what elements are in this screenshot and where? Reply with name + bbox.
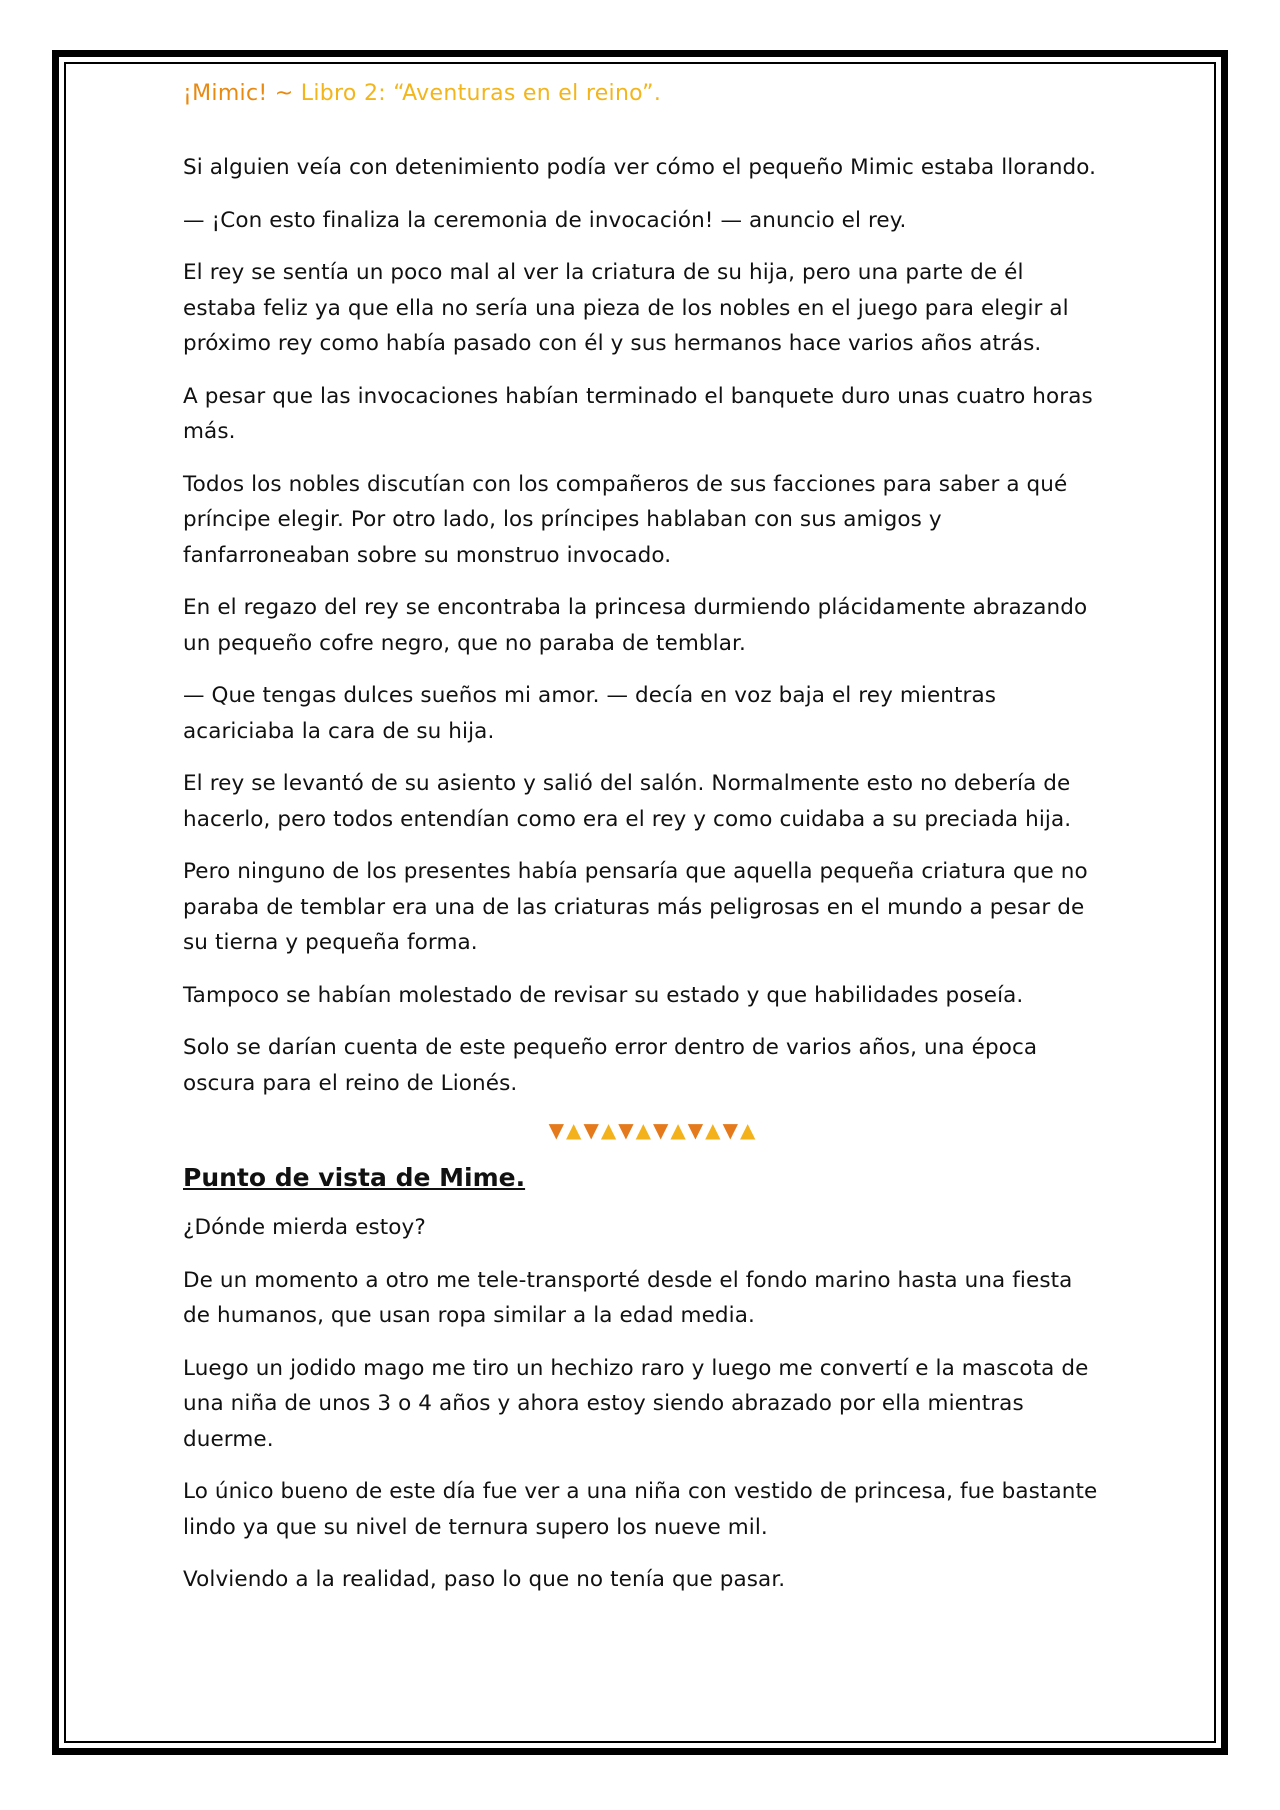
triangle-up-icon: ▲ xyxy=(670,1118,688,1142)
paragraph: Solo se darían cuenta de este pequeño error dentro de varios años, una época oscura para el reino de Lionés. xyxy=(183,1035,1038,1096)
paragraph: El rey se levantó de su asiento y salió del salón. Normalmente esto no debería de hacerlo, pero todos entendían como era el rey y como cuidaba a su preciada hija. xyxy=(183,771,1072,832)
paragraph: Todos los nobles discutían con los compañeros de sus facciones para saber a qué príncipe elegir. Por otro lado, los príncipes hablaban con sus amigos y fanfarroneaban sobre su monstruo invocado. xyxy=(183,471,1068,568)
triangle-down-icon: ▼ xyxy=(687,1118,706,1142)
paragraph: — Que tengas dulces sueños mi amor. — decía en voz baja el rey mientras acariciaba la cara de su hija. xyxy=(183,683,997,744)
paragraph: — ¡Con esto finaliza la ceremonia de invocación! — anuncio el rey. xyxy=(183,207,907,233)
section-heading: Punto de vista de Mime. xyxy=(183,1163,526,1192)
body-text-part2 xyxy=(183,1210,1103,1598)
paragraph: Pero ninguno de los presentes había pensaría que aquella pequeña criatura que no paraba de temblar era una de las criaturas más peligrosas en el mundo a pesar de su tierna y pequeña forma. xyxy=(183,859,1088,955)
paragraph: En el regazo del rey se encontraba la princesa durmiendo plácidamente abrazando un pequeño cofre negro, que no paraba de temblar. xyxy=(183,595,1088,656)
header-book-title: Libro 2: “Aventuras en el reino”. xyxy=(300,81,662,106)
paragraph: Si alguien veía con detenimiento podía ver cómo el pequeño Mimic estaba llorando. xyxy=(183,155,1097,180)
triangle-up-icon: ▲ xyxy=(600,1118,619,1142)
book-header-title xyxy=(183,78,1103,110)
triangle-up-icon: ▲ xyxy=(635,1118,653,1142)
paragraph: ¿Dónde mierda estoy? xyxy=(183,1215,426,1240)
triangle-down-icon: ▼ xyxy=(583,1118,601,1142)
triangle-up-icon: ▲ xyxy=(739,1118,758,1142)
paragraph: Volviendo a la realidad, paso lo que no tenía que pasar. xyxy=(183,1567,786,1592)
triangle-up-icon: ▲ xyxy=(566,1118,584,1142)
paragraph: De un momento a otro me tele-transporté desde el fondo marino hasta una fiesta de humanos, que usan ropa similar a la edad media. xyxy=(183,1267,1073,1328)
page-content xyxy=(183,70,1103,1615)
triangle-down-icon: ▼ xyxy=(618,1118,636,1142)
paragraph: A pesar que las invocaciones habían terminado el banquete duro unas cuatro horas más. xyxy=(183,383,1093,444)
paragraph: El rey se sentía un poco mal al ver la criatura de su hija, pero una parte de él estaba feliz ya que ella no sería una pieza de los nobles en el juego para elegir al próximo rey como había pasado con él y sus hermanos hace varios años atrás. xyxy=(183,260,1069,356)
body-text-part1 xyxy=(183,150,1103,1101)
paragraph: Tampoco se habían molestado de revisar su estado y que habilidades poseía. xyxy=(183,982,1024,1008)
triangle-up-icon: ▲ xyxy=(705,1118,723,1142)
paragraph: Luego un jodido mago me tiro un hechizo raro y luego me convertí e la mascota de una niña de unos 3 o 4 años y ahora estoy siendo abrazado por ella mientras duerme. xyxy=(183,1355,1089,1452)
triangle-down-icon: ▼ xyxy=(722,1118,740,1142)
triangle-down-icon: ▼ xyxy=(548,1118,567,1142)
triangle-down-icon: ▼ xyxy=(653,1118,671,1142)
paragraph: Lo único bueno de este día fue ver a una niña con vestido de princesa, fue bastante lindo ya que su nivel de ternura supero los nueve mil. xyxy=(183,1479,1098,1540)
header-series-name: ¡Mimic! ~ xyxy=(183,81,301,106)
triangle-divider xyxy=(183,1118,1103,1142)
